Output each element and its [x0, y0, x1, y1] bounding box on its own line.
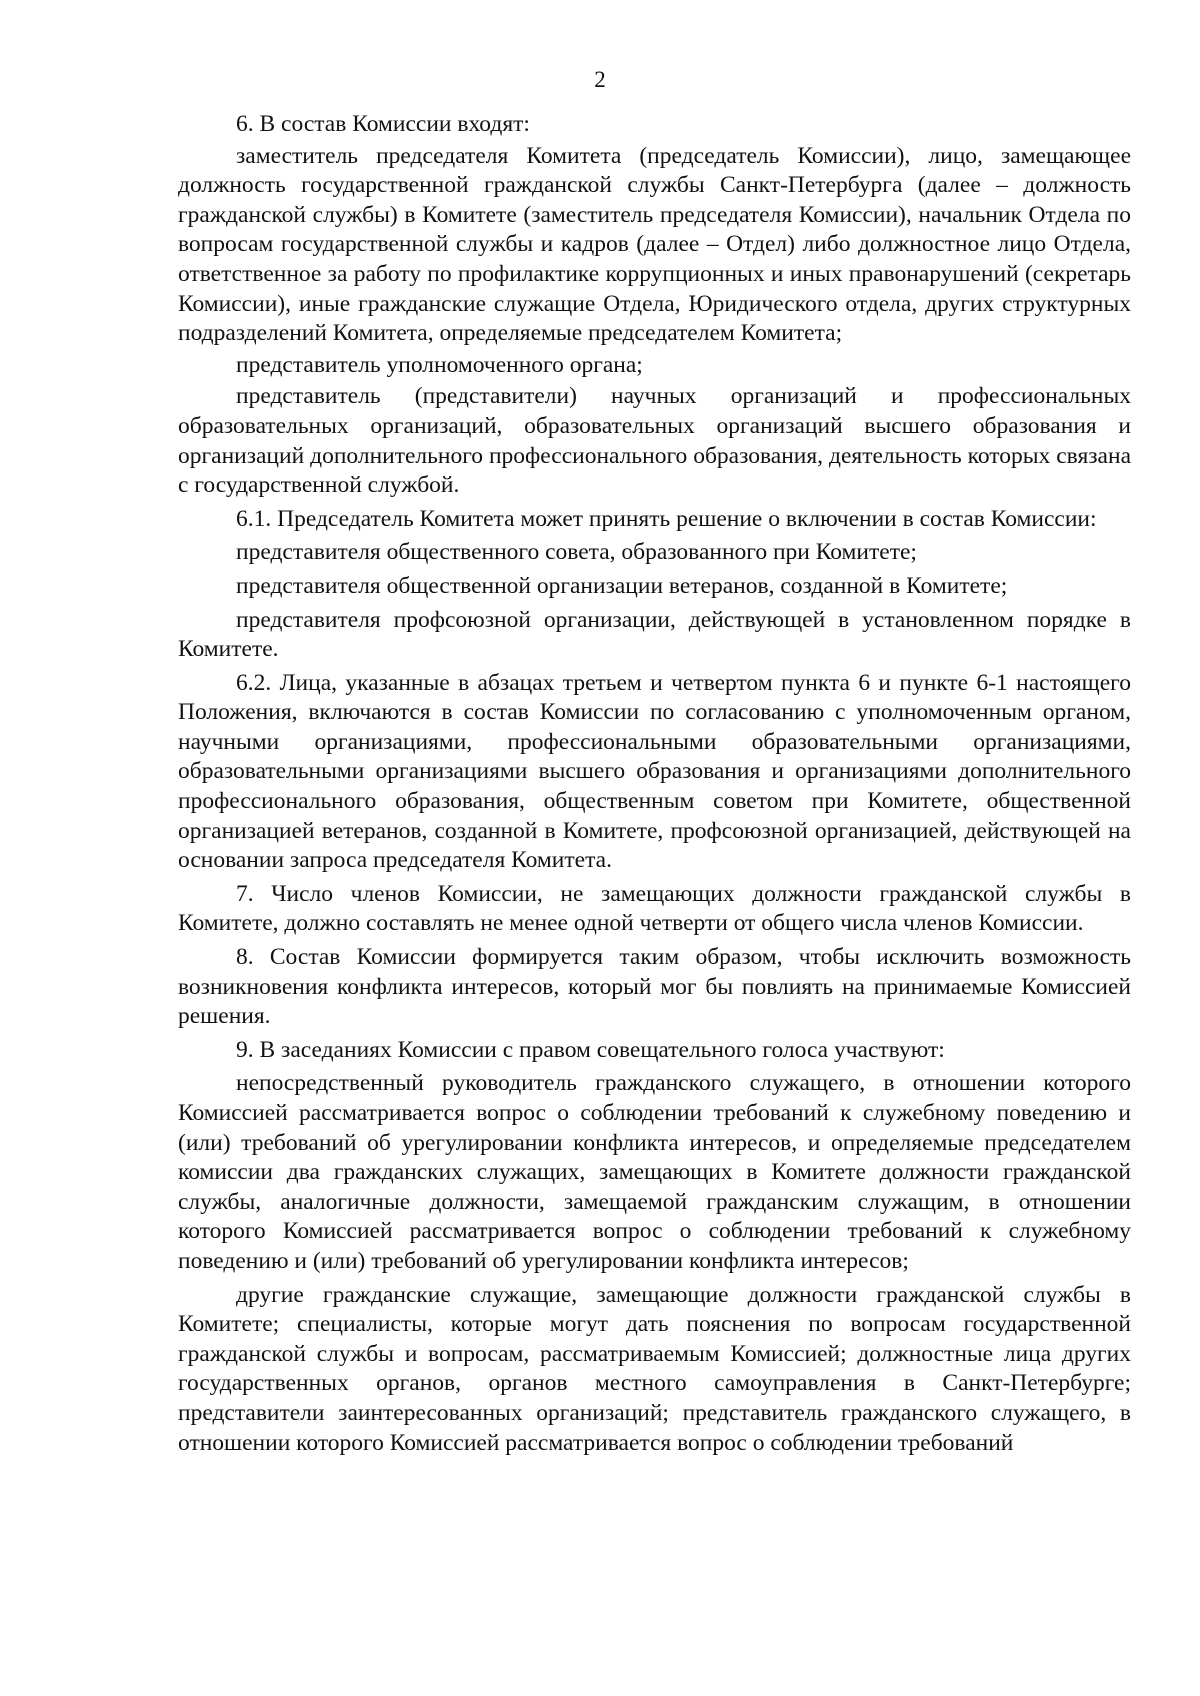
paragraph-trade-union-rep: представителя профсоюзной организации, действующей в установленном порядке в Комитете.	[178, 606, 1131, 663]
page-number: 2	[594, 67, 606, 92]
paragraph-authorized-body-rep: представитель уполномоченного органа;	[236, 351, 643, 378]
paragraph-item-8: 8. Состав Комиссии формируется таким образом, чтобы исключить возможность возникновения конфликта интересов, который мог бы повлиять на принимаемые Комиссией решения.	[178, 944, 1131, 1030]
paragraph-item-7: 7. Число членов Комиссии, не замещающих должности гражданской службы в Комитете, должно составлять не менее одной четверти от общего числа членов Комиссии.	[178, 880, 1131, 937]
paragraph-item-9: 9. В заседаниях Комиссии с правом совещательного голоса участвуют:	[236, 1036, 945, 1063]
paragraph-scientific-orgs-rep: представитель (представители) научных организаций и профессиональных образовательных организаций, образовательных организаций высшего образования и организаций дополнительного профессионального образования, деятельность которых связана с государственной службой.	[178, 383, 1131, 499]
paragraph-veterans-org-rep: представителя общественной организации ветеранов, созданной в Комитете;	[236, 572, 1008, 599]
paragraph-other-participants: другие гражданские служащие, замещающие должности гражданской службы в Комитете; специалисты, которые могут дать пояснения по вопросам государственной гражданской службы и вопросам, рассматриваемым Комиссией; должностные лица других государственных органов, органов местного самоуправления в Санкт-Петербурге; представители заинтересованных организаций; представитель гражданского служащего, в отношении которого Комиссией рассматривается вопрос о соблюдении требований	[178, 1281, 1131, 1456]
paragraph-item-6-2: 6.2. Лица, указанные в абзацах третьем и четвертом пункта 6 и пункте 6-1 настоящего Положения, включаются в состав Комиссии по согласованию с уполномоченным органом, научными организациями, профессиональными образовательными организациями, образовательными организациями высшего образования и организациями дополнительного профессионального образования, общественным советом при Комитете, общественной организацией ветеранов, созданной в Комитете, профсоюзной организацией, действующей на основании запроса председателя Комитета.	[178, 669, 1131, 874]
paragraph-public-council-rep: представителя общественного совета, образованного при Комитете;	[236, 539, 917, 566]
paragraph-commission-members: заместитель председателя Комитета (председатель Комиссии), лицо, замещающее должность государственной гражданской службы Санкт-Петербурга (далее – должность гражданской службы) в Комитете (заместитель председателя Комиссии), начальник Отдела по вопросам государственной службы и кадров (далее – Отдел) либо должностное лицо Отдела, ответственное за работу по профилактике коррупционных и иных правонарушений (секретарь Комиссии), иные гражданские служащие Отдела, Юридического отдела, других структурных подразделений Комитета, определяемые председателем Комитета;	[178, 142, 1131, 347]
paragraph-item-6-1: 6.1. Председатель Комитета может принять решение о включении в состав Комиссии:	[236, 505, 1097, 532]
document-body	[178, 110, 1131, 1458]
paragraph-direct-supervisor: непосредственный руководитель гражданского служащего, в отношении которого Комиссией рассматривается вопрос о соблюдении требований к служебному поведению и (или) требований об урегулировании конфликта интересов, и определяемые председателем комиссии два гражданских служащих, замещающих в Комитете должности гражданской службы, аналогичные должности, замещаемой гражданским служащим, в отношении которого Комиссией рассматривается вопрос о соблюдении требований к служебному поведению и (или) требований об урегулировании конфликта интересов;	[178, 1070, 1131, 1274]
paragraph-item-6-heading: 6. В состав Комиссии входят:	[236, 111, 530, 137]
